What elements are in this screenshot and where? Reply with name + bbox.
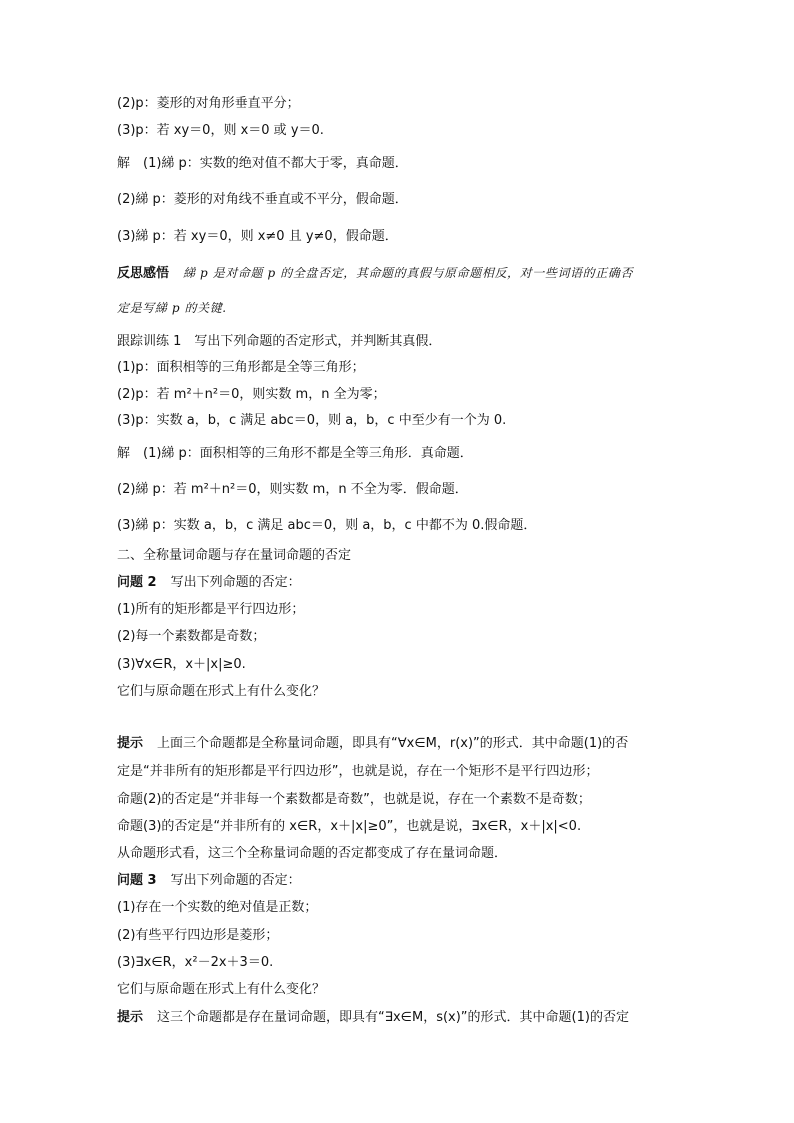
hint-text: 这三个命题都是存在量词命题，即具有“∃x∈M，s(x)”的形式．其中命题(1)的否定 <box>157 1010 629 1025</box>
text-line: (1)存在一个实数的绝对值是正数； <box>117 900 318 915</box>
hint-label: 提示 <box>117 736 144 751</box>
text-line: (2)p：若 m²＋n²＝0，则实数 m，n 全为零； <box>117 387 386 402</box>
question-label: 问题 2 <box>117 575 157 590</box>
solution-line: (2)綈 p：若 m²＋n²＝0，则实数 m，n 不全为零．假命题． <box>117 482 468 497</box>
hint-label: 提示 <box>117 1010 144 1025</box>
text-line: (3)p：若 xy＝0，则 x＝0 或 y＝0. <box>117 123 324 138</box>
question-label: 问题 3 <box>117 873 157 888</box>
hint-line <box>117 737 628 750</box>
text-line: (2)每一个素数都是奇数； <box>117 629 266 644</box>
reflection-line: 定是写綈 p 的关键. <box>117 301 227 315</box>
reflection-line <box>117 267 633 280</box>
text-line: 它们与原命题在形式上有什么变化？ <box>117 684 326 699</box>
reflection-text: 綈 p 是对命题 p 的全盘否定，其命题的真假与原命题相反，对一些词语的正确否 <box>183 266 634 280</box>
question-text: 写出下列命题的否定： <box>170 873 301 888</box>
text-line: 命题(2)的否定是“并非每一个素数都是奇数”，也就是说，存在一个素数不是奇数； <box>117 792 591 807</box>
hint-line <box>117 1011 629 1024</box>
text-line: (2)有些平行四边形是菱形； <box>117 928 279 943</box>
reflection-label: 反思感悟 <box>117 266 170 281</box>
question-line <box>117 874 301 887</box>
solution-line: (3)綈 p：若 xy＝0，则 x≠0 且 y≠0，假命题． <box>117 229 398 244</box>
text-line: (3)∃x∈R，x²－2x＋3＝0. <box>117 955 274 970</box>
text-line: (2)p：菱形的对角形垂直平分； <box>117 96 300 111</box>
question-text: 写出下列命题的否定： <box>170 575 301 590</box>
text-line: (1)p：面积相等的三角形都是全等三角形； <box>117 360 365 375</box>
text-line: 它们与原命题在形式上有什么变化？ <box>117 982 326 997</box>
solution-line: 解 (1)綈 p：实数的绝对值不都大于零，真命题． <box>117 156 408 171</box>
text-line: (3)∀x∈R，x＋|x|≥0. <box>117 657 246 672</box>
exercise-title: 跟踪训练 1 写出下列命题的否定形式，并判断其真假． <box>117 334 442 349</box>
text-line: (3)p：实数 a，b，c 满足 abc＝0，则 a，b，c 中至少有一个为 0. <box>117 413 507 428</box>
solution-line: (2)綈 p：菱形的对角线不垂直或不平分，假命题． <box>117 192 408 207</box>
text-line: 命题(3)的否定是“并非所有的 x∈R，x＋|x|≥0”，也就是说，∃x∈R，x＋|x|<0. <box>117 819 582 834</box>
solution-line: 解 (1)綈 p：面积相等的三角形不都是全等三角形．真命题． <box>117 446 473 461</box>
text-line: 从命题形式看，这三个全称量词命题的否定都变成了存在量词命题． <box>117 846 508 861</box>
solution-line: (3)綈 p：实数 a，b，c 满足 abc＝0，则 a，b，c 中都不为 0.假命题． <box>117 518 537 533</box>
section-heading: 二、全称量词命题与存在量词命题的否定 <box>117 548 352 563</box>
hint-text: 上面三个命题都是全称量词命题，即具有“∀x∈M，r(x)”的形式．其中命题(1)的否 <box>157 736 629 751</box>
question-line <box>117 576 301 589</box>
text-line: 定是“并非所有的矩形都是平行四边形”，也就是说，存在一个矩形不是平行四边形； <box>117 764 599 779</box>
text-line: (1)所有的矩形都是平行四边形； <box>117 602 305 617</box>
